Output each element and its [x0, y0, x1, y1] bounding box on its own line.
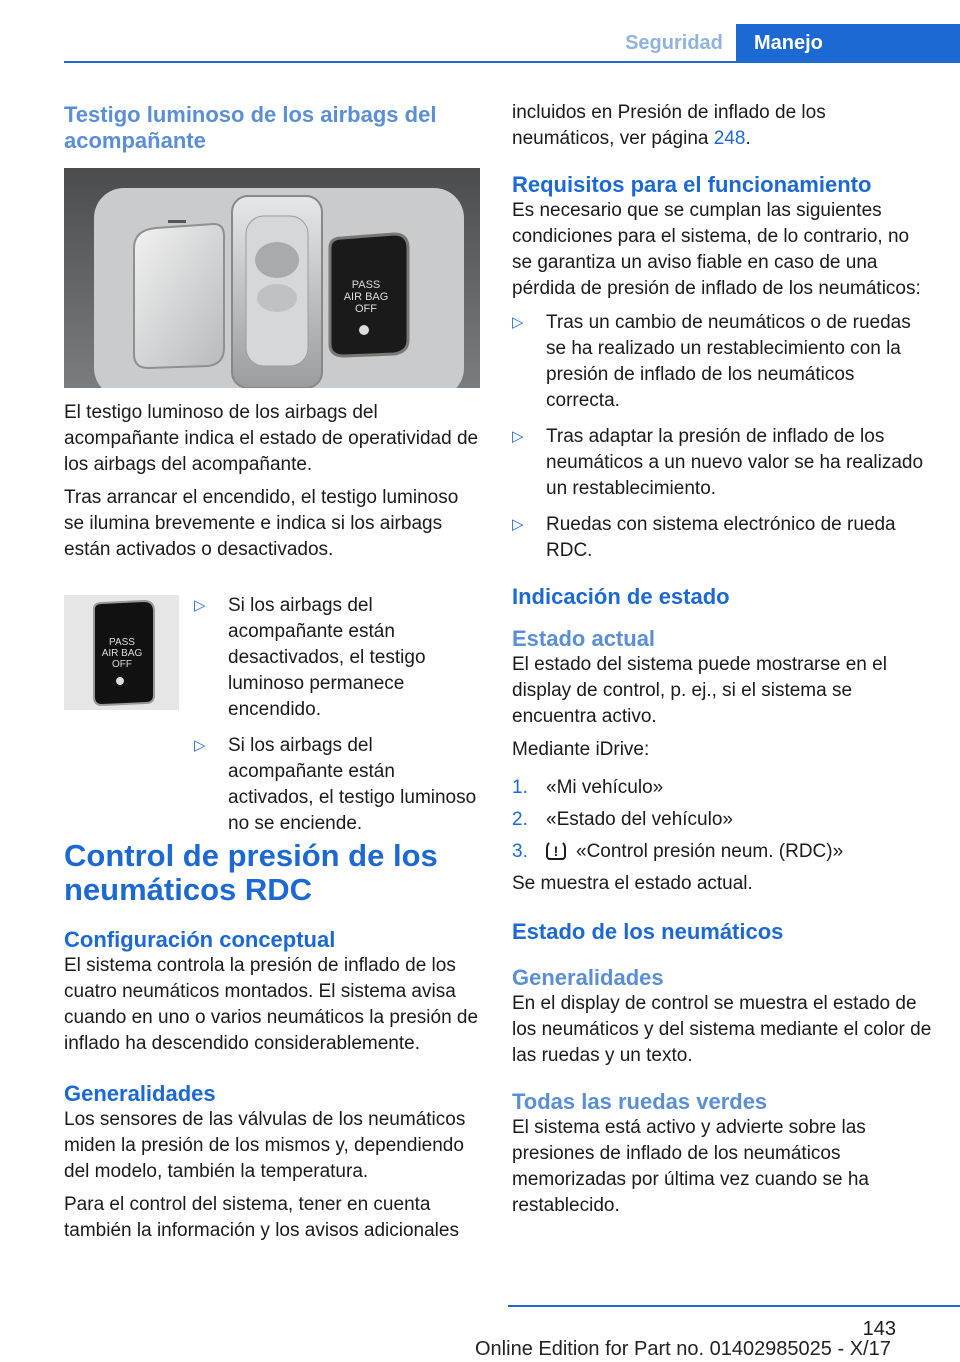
list-item: ▷ Ruedas con sistema electrónico de rueda RDC. [512, 514, 896, 561]
tab-manejo[interactable]: Manejo [736, 24, 960, 62]
icon-label-airbag: AIR BAG [101, 648, 143, 659]
list-item: 1. «Mi vehículo» [512, 777, 664, 798]
header-rule [64, 61, 960, 63]
list-item: ▷ Tras adaptar la presión de inflado de los neumáticos a un nuevo valor se ha realizado un restablecimiento. [512, 426, 924, 499]
paragraph-all-green: El sistema está activo y advierte sobre las presiones de inflado de los neumáticos memorizadas por última vez cuando se ha restablecido. [512, 1117, 869, 1216]
heading-tire-status: Estado de los neumáticos [512, 919, 784, 944]
list-item: ▷ Si los airbags del acompañante están activados, el testigo luminoso no se enciende. [194, 735, 477, 834]
tab-seguridad[interactable]: Seguridad [625, 32, 723, 54]
photo-label-pass: PASS [351, 279, 381, 291]
heading-generalidades: Generalidades [64, 1081, 216, 1106]
heading-all-green: Todas las ruedas verdes [512, 1089, 768, 1114]
list-item: ▷ Tras un cambio de neumáticos o de ruedas se ha realizado un restablecimiento con la presión de inflado de los neumáticos correcta. [512, 312, 911, 411]
heading-status-indication: Indicación de estado [512, 584, 730, 609]
heading-requirements: Requisitos para el funcionamiento [512, 172, 872, 197]
paragraph-general-2: Para el control del sistema, tener en cuenta también la información y los avisos adicionales [64, 1194, 459, 1241]
pass-airbag-off-icon [64, 595, 179, 710]
right-column [512, 100, 932, 1226]
icon-label-pass: PASS [109, 637, 135, 648]
idrive-steps [512, 775, 932, 871]
page-link-248[interactable]: 248 [713, 128, 746, 149]
indicator-bullets [194, 593, 484, 847]
edition-note: Online Edition for Part no. 01402985025 - X/17 [475, 1338, 891, 1360]
paragraph-general-1: Los sensores de las válvulas de los neumáticos miden la presión de los mismos y, dependiendo del modelo, también la temperatura. [64, 1109, 466, 1182]
paragraph-requirements: Es necesario que se cumplan las siguientes condiciones para el sistema, de lo contrario, no se garantiza un aviso fiable en caso de una pérdida de presión de inflado de los neumáticos: [512, 200, 921, 299]
paragraph-general-display: En el display de control se muestra el estado de los neumáticos y del sistema mediante el color de las ruedas y un texto. [512, 993, 932, 1066]
heading-rdc: Control de presión de los neumáticos RDC [64, 838, 438, 907]
paragraph-indicator-start: Tras arrancar el encendido, el testigo luminoso se ilumina brevemente e indica si los airbags están activados o desactivados. [64, 487, 459, 560]
list-item: 2. «Estado del vehículo» [512, 809, 733, 830]
photo-label-airbag: AIR BAG [343, 291, 389, 303]
photo-label-off: OFF [355, 303, 377, 315]
heading-generalidades-2: Generalidades [512, 965, 664, 990]
airbag-panel-photo [64, 168, 480, 388]
page-number: 143 [862, 1318, 896, 1340]
list-item: 3. ! «Control presión neum. (RDC)» [512, 839, 932, 871]
tire-warning-icon [546, 840, 566, 860]
paragraph-current-status: El estado del sistema puede mostrarse en el display de control, p. ej., si el sistema se encuentra activo. [512, 654, 887, 727]
icon-label-off: OFF [112, 659, 132, 670]
paragraph-config: El sistema controla la presión de inflado de los cuatro neumáticos montados. El sistema avisa cuando en uno o varios neumáticos la presión de inflado ha descendido considerablemente. [64, 955, 479, 1054]
paragraph-shown: Se muestra el estado actual. [512, 873, 753, 894]
left-column [64, 102, 482, 1251]
paragraph-idrive: Mediante iDrive: [512, 739, 650, 760]
heading-config: Configuración conceptual [64, 927, 336, 952]
requirement-bullets [512, 310, 932, 564]
paragraph-continued: incluidos en Presión de inflado de los neumáticos, ver página 248. [512, 102, 826, 149]
indicator-states [64, 593, 482, 834]
paragraph-indicator-desc: El testigo luminoso de los airbags del acompañante indica el estado de operatividad de los airbags del acompañante. [64, 402, 479, 475]
list-item: ▷ Si los airbags del acompañante están desactivados, el testigo luminoso permanece encendido. [194, 595, 426, 720]
heading-airbag-indicator: Testigo luminoso de los airbags del acompañante [64, 102, 437, 153]
footer-rule [508, 1305, 960, 1307]
heading-current-status: Estado actual [512, 626, 656, 651]
